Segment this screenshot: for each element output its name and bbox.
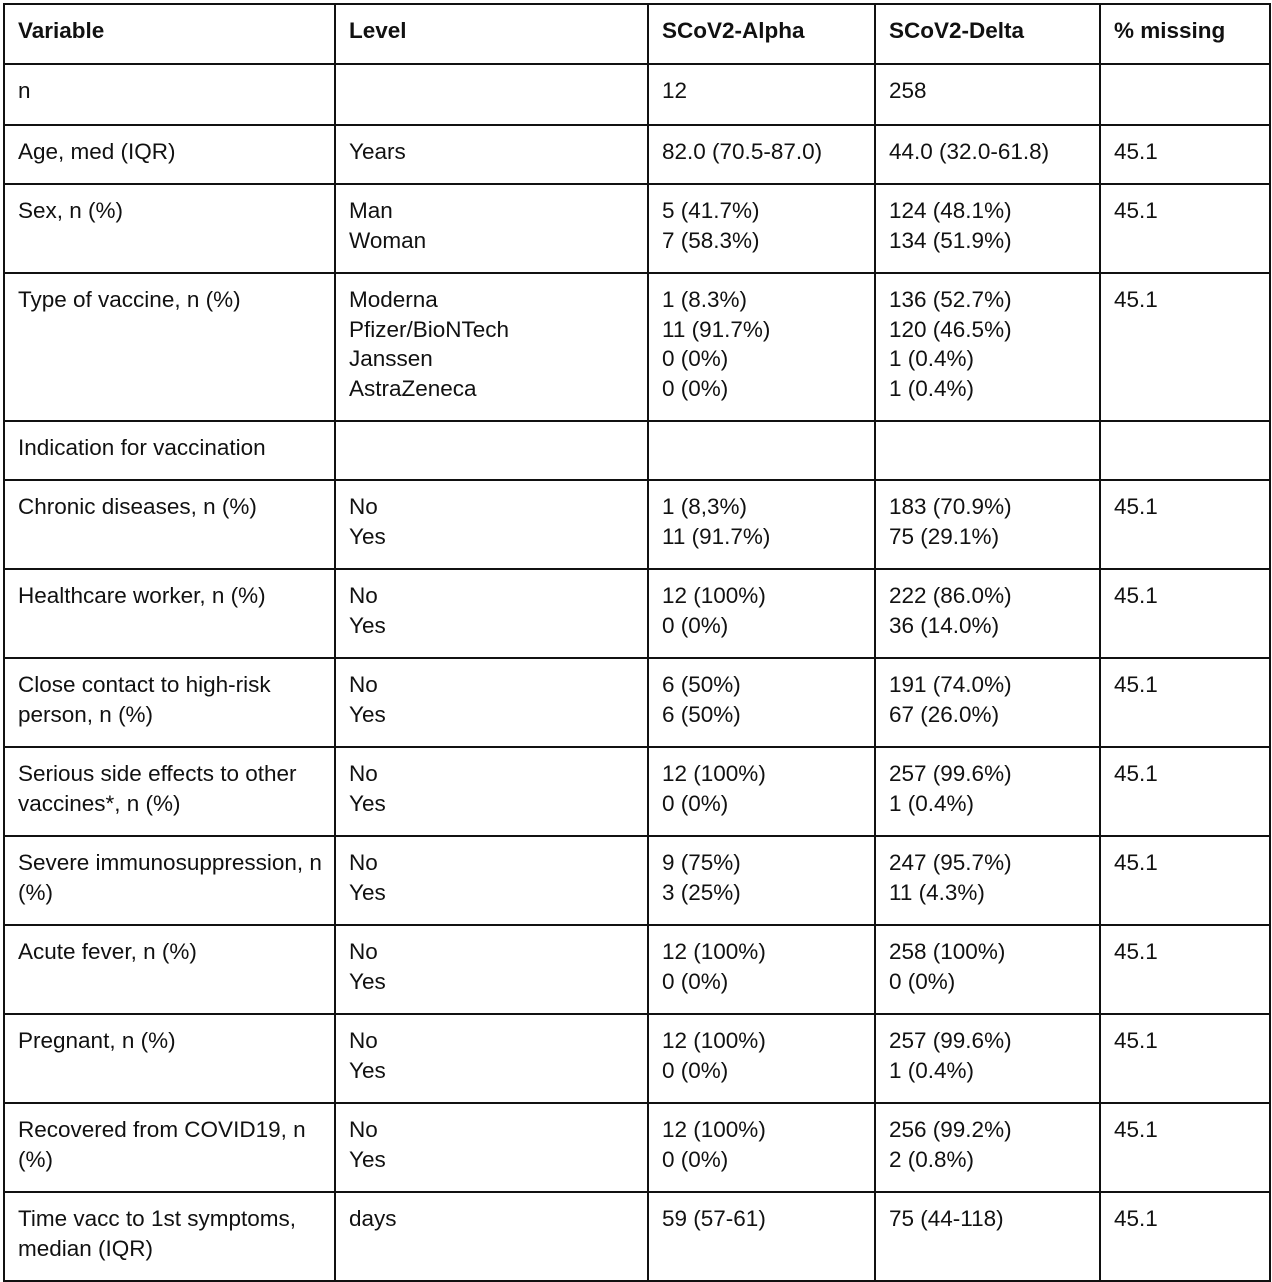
cell-alpha xyxy=(648,64,875,125)
cell-level xyxy=(335,125,648,184)
cell-delta xyxy=(875,747,1100,836)
table-row xyxy=(4,569,1270,658)
cell-variable: Serious side effects to other vaccines*, n (%) xyxy=(4,747,335,836)
alpha-value: 0 (0%) xyxy=(662,612,729,638)
delta-value: 44.0 (32.0-61.8) xyxy=(889,139,1050,164)
table-row xyxy=(4,1192,1270,1281)
header-alpha: SCoV2-Alpha xyxy=(648,4,875,64)
cell-missing: 45.1 xyxy=(1100,125,1270,184)
cell-alpha xyxy=(648,569,875,658)
cell-missing: 45.1 xyxy=(1100,747,1270,836)
level-line: Yes xyxy=(349,879,386,905)
cell-level xyxy=(335,925,648,1014)
header-delta: SCoV2-Delta xyxy=(875,4,1100,64)
cell-delta xyxy=(875,925,1100,1014)
alpha-value: 12 xyxy=(662,78,688,103)
cell-level xyxy=(335,64,648,125)
cell-level xyxy=(335,747,648,836)
alpha-value: 12 (100%) xyxy=(662,939,766,964)
cell-variable: Acute fever, n (%) xyxy=(4,925,335,1014)
level-line: No xyxy=(349,939,378,964)
cell-alpha xyxy=(648,480,875,569)
delta-value: 124 (48.1%) xyxy=(889,198,1012,223)
alpha-value: 11 (91.7%) xyxy=(662,316,771,342)
cell-level xyxy=(335,569,648,658)
cell-missing: 45.1 xyxy=(1100,1103,1270,1192)
cell-variable: Close contact to high-risk person, n (%) xyxy=(4,658,335,747)
alpha-value: 6 (50%) xyxy=(662,672,741,697)
header-level: Level xyxy=(335,4,648,64)
cell-missing: 45.1 xyxy=(1100,836,1270,925)
cell-missing: 45.1 xyxy=(1100,658,1270,747)
cell-alpha xyxy=(648,747,875,836)
cell-variable: Age, med (IQR) xyxy=(4,125,335,184)
cell-variable: Time vacc to 1st symptoms, median (IQR) xyxy=(4,1192,335,1281)
level-line: Woman xyxy=(349,227,427,253)
alpha-value: 12 (100%) xyxy=(662,583,766,608)
delta-value: 258 (100%) xyxy=(889,939,1006,964)
delta-value: 183 (70.9%) xyxy=(889,494,1012,519)
level-line: No xyxy=(349,583,378,608)
cell-delta xyxy=(875,836,1100,925)
characteristics-table xyxy=(3,3,1271,1282)
cell-level xyxy=(335,273,648,421)
alpha-value: 1 (8.3%) xyxy=(662,287,748,312)
cell-missing: 45.1 xyxy=(1100,925,1270,1014)
delta-value: 257 (99.6%) xyxy=(889,761,1012,786)
level-line: Years xyxy=(349,139,406,164)
cell-delta xyxy=(875,184,1100,273)
cell-missing: 45.1 xyxy=(1100,569,1270,658)
level-line: days xyxy=(349,1206,397,1231)
cell-level xyxy=(335,421,648,480)
alpha-value: 0 (0%) xyxy=(662,1057,729,1083)
cell-level xyxy=(335,480,648,569)
alpha-value: 5 (41.7%) xyxy=(662,198,760,223)
level-line: No xyxy=(349,1117,378,1142)
alpha-value: 59 (57-61) xyxy=(662,1206,766,1231)
cell-missing: 45.1 xyxy=(1100,184,1270,273)
cell-variable: Pregnant, n (%) xyxy=(4,1014,335,1103)
alpha-value: 6 (50%) xyxy=(662,701,741,727)
cell-alpha xyxy=(648,836,875,925)
level-line: Yes xyxy=(349,790,386,816)
cell-alpha xyxy=(648,1103,875,1192)
cell-level xyxy=(335,658,648,747)
cell-alpha xyxy=(648,925,875,1014)
delta-value: 1 (0.4%) xyxy=(889,790,975,816)
cell-alpha xyxy=(648,1192,875,1281)
cell-level xyxy=(335,836,648,925)
delta-value: 1 (0.4%) xyxy=(889,375,975,401)
cell-level xyxy=(335,184,648,273)
table-row xyxy=(4,64,1270,125)
level-line: No xyxy=(349,494,378,519)
cell-delta xyxy=(875,1192,1100,1281)
cell-alpha xyxy=(648,125,875,184)
cell-variable: Type of vaccine, n (%) xyxy=(4,273,335,421)
cell-missing: 45.1 xyxy=(1100,1192,1270,1281)
alpha-value: 11 (91.7%) xyxy=(662,523,771,549)
level-line: Pfizer/BioNTech xyxy=(349,316,510,342)
delta-value: 36 (14.0%) xyxy=(889,612,1000,638)
alpha-value: 0 (0%) xyxy=(662,375,729,401)
delta-value: 258 xyxy=(889,78,927,103)
cell-alpha xyxy=(648,273,875,421)
delta-value: 67 (26.0%) xyxy=(889,701,1000,727)
cell-delta xyxy=(875,64,1100,125)
delta-value: 120 (46.5%) xyxy=(889,316,1012,342)
level-line: Janssen xyxy=(349,346,433,371)
alpha-value: 82.0 (70.5-87.0) xyxy=(662,139,823,164)
cell-alpha xyxy=(648,658,875,747)
table-row xyxy=(4,125,1270,184)
level-line: No xyxy=(349,850,378,875)
level-line: Moderna xyxy=(349,287,438,312)
table-row xyxy=(4,421,1270,480)
table-row xyxy=(4,184,1270,273)
level-line: Yes xyxy=(349,1146,386,1172)
cell-delta xyxy=(875,480,1100,569)
alpha-value: 12 (100%) xyxy=(662,761,766,786)
cell-variable: Indication for vaccination xyxy=(4,421,335,480)
level-line: No xyxy=(349,761,378,786)
cell-delta xyxy=(875,1103,1100,1192)
cell-alpha xyxy=(648,1014,875,1103)
cell-delta xyxy=(875,125,1100,184)
delta-value: 191 (74.0%) xyxy=(889,672,1012,697)
cell-variable: Chronic diseases, n (%) xyxy=(4,480,335,569)
level-line: Yes xyxy=(349,968,386,994)
cell-delta xyxy=(875,273,1100,421)
delta-value: 1 (0.4%) xyxy=(889,1057,975,1083)
cell-delta xyxy=(875,421,1100,480)
header-missing: % missing xyxy=(1100,4,1270,64)
delta-value: 136 (52.7%) xyxy=(889,287,1012,312)
cell-alpha xyxy=(648,421,875,480)
alpha-value: 0 (0%) xyxy=(662,790,729,816)
cell-missing xyxy=(1100,421,1270,480)
header-row xyxy=(4,4,1270,64)
cell-level xyxy=(335,1014,648,1103)
cell-variable: Severe immunosuppression, n (%) xyxy=(4,836,335,925)
delta-value: 134 (51.9%) xyxy=(889,227,1012,253)
delta-value: 75 (29.1%) xyxy=(889,523,1000,549)
header-variable: Variable xyxy=(4,4,335,64)
delta-value: 11 (4.3%) xyxy=(889,879,985,905)
level-line: No xyxy=(349,1028,378,1053)
table-row xyxy=(4,1014,1270,1103)
cell-variable: n xyxy=(4,64,335,125)
cell-alpha xyxy=(648,184,875,273)
alpha-value: 7 (58.3%) xyxy=(662,227,760,253)
delta-value: 2 (0.8%) xyxy=(889,1146,975,1172)
alpha-value: 9 (75%) xyxy=(662,850,741,875)
cell-variable: Healthcare worker, n (%) xyxy=(4,569,335,658)
delta-value: 222 (86.0%) xyxy=(889,583,1012,608)
delta-value: 0 (0%) xyxy=(889,968,956,994)
cell-level xyxy=(335,1103,648,1192)
delta-value: 247 (95.7%) xyxy=(889,850,1012,875)
alpha-value: 3 (25%) xyxy=(662,879,741,905)
table-row xyxy=(4,836,1270,925)
table-row xyxy=(4,925,1270,1014)
table-row xyxy=(4,480,1270,569)
cell-delta xyxy=(875,658,1100,747)
alpha-value: 0 (0%) xyxy=(662,346,729,371)
cell-delta xyxy=(875,569,1100,658)
level-line: AstraZeneca xyxy=(349,375,477,401)
cell-missing: 45.1 xyxy=(1100,1014,1270,1103)
cell-variable: Sex, n (%) xyxy=(4,184,335,273)
table-row xyxy=(4,747,1270,836)
cell-missing: 45.1 xyxy=(1100,480,1270,569)
cell-delta xyxy=(875,1014,1100,1103)
delta-value: 1 (0.4%) xyxy=(889,346,975,371)
cell-variable: Recovered from COVID19, n (%) xyxy=(4,1103,335,1192)
level-line: Man xyxy=(349,198,393,223)
alpha-value: 1 (8,3%) xyxy=(662,494,748,519)
alpha-value: 12 (100%) xyxy=(662,1028,766,1053)
delta-value: 256 (99.2%) xyxy=(889,1117,1012,1142)
cell-level xyxy=(335,1192,648,1281)
level-line: Yes xyxy=(349,701,386,727)
alpha-value: 0 (0%) xyxy=(662,1146,729,1172)
alpha-value: 0 (0%) xyxy=(662,968,729,994)
level-line: Yes xyxy=(349,523,386,549)
cell-missing: 45.1 xyxy=(1100,273,1270,421)
table-row xyxy=(4,273,1270,421)
level-line: No xyxy=(349,672,378,697)
delta-value: 75 (44-118) xyxy=(889,1206,1004,1231)
level-line: Yes xyxy=(349,612,386,638)
cell-missing xyxy=(1100,64,1270,125)
table-row xyxy=(4,658,1270,747)
alpha-value: 12 (100%) xyxy=(662,1117,766,1142)
level-line: Yes xyxy=(349,1057,386,1083)
delta-value: 257 (99.6%) xyxy=(889,1028,1012,1053)
table-row xyxy=(4,1103,1270,1192)
